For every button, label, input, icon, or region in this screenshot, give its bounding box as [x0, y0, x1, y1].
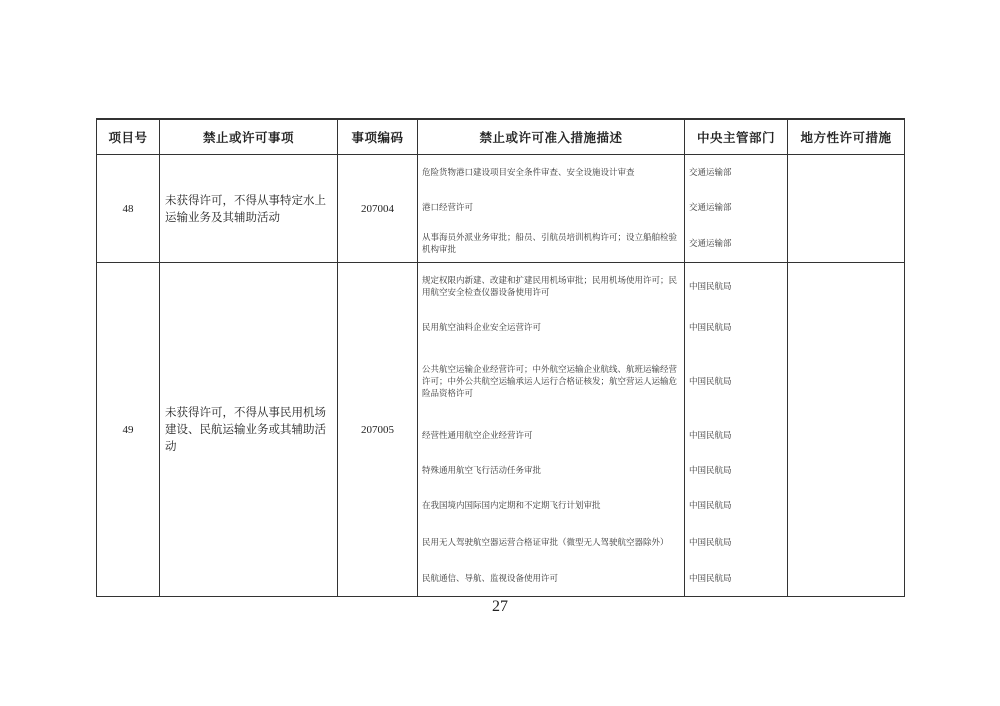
measure-description: 从事海员外派业务审批；船员、引航员培训机构许可；设立船舶检验机构审批 [422, 232, 678, 255]
measure-description: 经营性通用航空企业经营许可 [422, 430, 533, 441]
department-label: 中国民航局 [689, 430, 732, 441]
item-code-cell: 207004 [338, 155, 418, 263]
header-central-department: 中央主管部门 [685, 119, 788, 155]
measure-description: 在我国境内国际国内定期和不定期飞行计划审批 [422, 500, 601, 511]
department-label: 交通运输部 [689, 238, 732, 249]
item-description-cell: 未获得许可，不得从事民用机场建设、民航运输业务或其辅助活动 [160, 263, 338, 597]
measure-description: 民用无人驾驶航空器运营合格证审批（微型无人驾驶航空器除外） [422, 537, 669, 548]
regulation-table [96, 118, 905, 597]
table-row [97, 263, 905, 597]
measure-description: 公共航空运输企业经营许可；中外航空运输企业航线、航班运输经营许可；中外公共航空运输承运人运行合格证核发；航空营运人运输危险品资格许可 [422, 364, 678, 399]
measure-description: 民航通信、导航、监视设备使用许可 [422, 573, 559, 584]
measure-description: 港口经营许可 [422, 202, 474, 213]
table-header-row [97, 119, 905, 155]
item-number-cell: 49 [97, 263, 160, 597]
item-number-cell: 48 [97, 155, 160, 263]
header-item-code: 事项编码 [338, 119, 418, 155]
measure-description: 规定权限内新建、改建和扩建民用机场审批；民用机场使用许可；民用航空安全检查仪器设备使用许可 [422, 275, 678, 298]
department-label: 中国民航局 [689, 573, 732, 584]
measure-description-cell [418, 263, 685, 597]
local-measures-cell [788, 263, 905, 597]
measure-description: 特殊通用航空飞行活动任务审批 [422, 465, 542, 476]
department-label: 交通运输部 [689, 202, 732, 213]
central-department-cell [685, 155, 788, 263]
page-number: 27 [492, 598, 508, 615]
local-measures-cell [788, 155, 905, 263]
header-item-number: 项目号 [97, 119, 160, 155]
department-label: 中国民航局 [689, 376, 732, 387]
measure-description: 民用航空油料企业安全运营许可 [422, 322, 542, 333]
item-code-cell: 207005 [338, 263, 418, 597]
measure-description: 危险货物港口建设项目安全条件审查、安全设施设计审查 [422, 167, 635, 178]
department-label: 中国民航局 [689, 281, 732, 292]
header-prohibited-or-licensed-item: 禁止或许可事项 [160, 119, 338, 155]
department-label: 中国民航局 [689, 500, 732, 511]
measure-description-cell [418, 155, 685, 263]
department-label: 中国民航局 [689, 322, 732, 333]
item-description-cell: 未获得许可，不得从事特定水上运输业务及其辅助活动 [160, 155, 338, 263]
header-local-measures: 地方性许可措施 [788, 119, 905, 155]
department-label: 中国民航局 [689, 537, 732, 548]
table-row [97, 155, 905, 263]
header-measure-description: 禁止或许可准入措施描述 [418, 119, 685, 155]
central-department-cell [685, 263, 788, 597]
department-label: 交通运输部 [689, 167, 732, 178]
department-label: 中国民航局 [689, 465, 732, 476]
